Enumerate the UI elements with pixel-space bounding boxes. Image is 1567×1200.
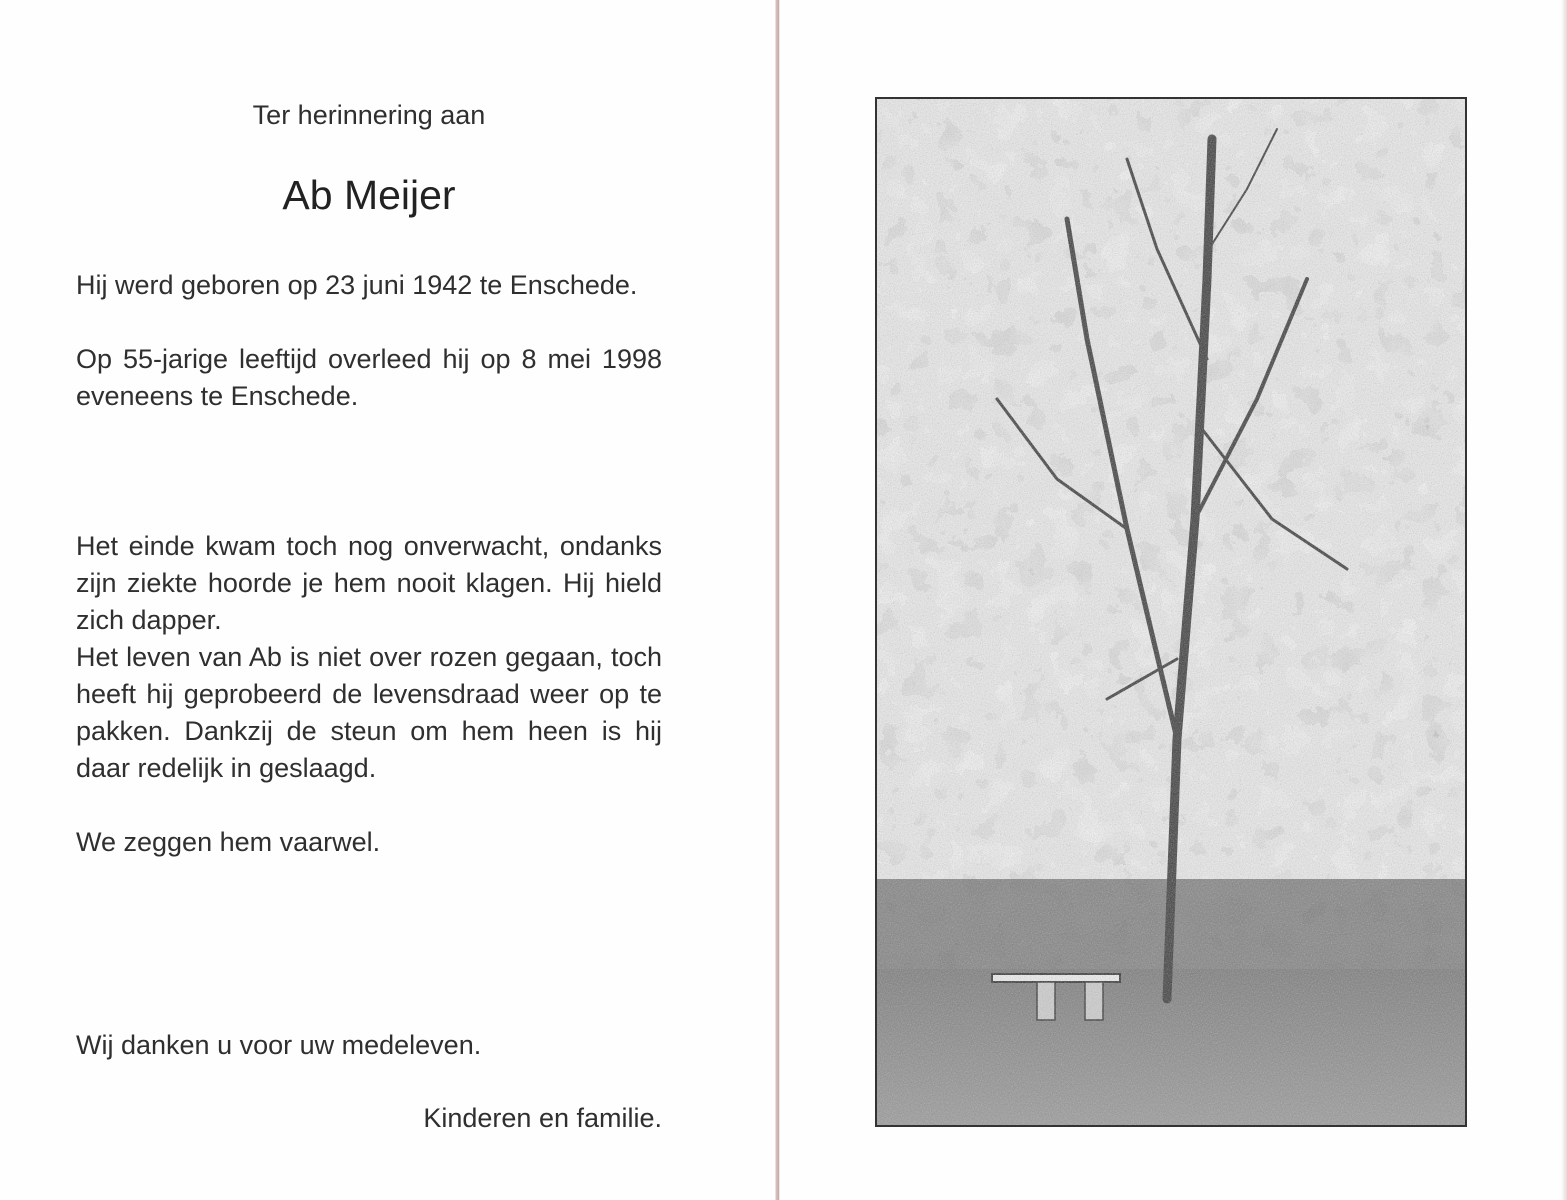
death-text: Op 55-jarige leeftijd overleed hij op 8 mei 1998 eveneens te Enschede. [76,344,662,411]
card-left-page [0,0,778,1200]
tree-photo-image [877,99,1465,1125]
card-fold-line [778,0,779,1200]
deceased-name: Ab Meijer [282,172,456,218]
signature-text: Kinderen en familie. [423,1103,662,1133]
thanks-text: Wij danken u voor uw medeleven. [76,1030,482,1060]
card-right-edge [1561,0,1567,1200]
farewell-text: We zeggen hem vaarwel. [76,827,381,857]
paragraph-illness: Het einde kwam toch nog onverwacht, ondanks zijn ziekte hoorde je hem nooit klagen. Hij hield zich dapper. [76,531,662,635]
intro-text: Ter herinnering aan [252,100,486,130]
tree-photo [875,97,1467,1127]
paragraph-life: Het leven van Ab is niet over rozen gegaan, toch heeft hij geprobeerd de levensdraad weer op te pakken. Dankzij de steun om hem heen is hij daar redelijk in geslaagd. [76,642,662,783]
birth-text: Hij werd geboren op 23 juni 1942 te Enschede. [76,270,638,300]
